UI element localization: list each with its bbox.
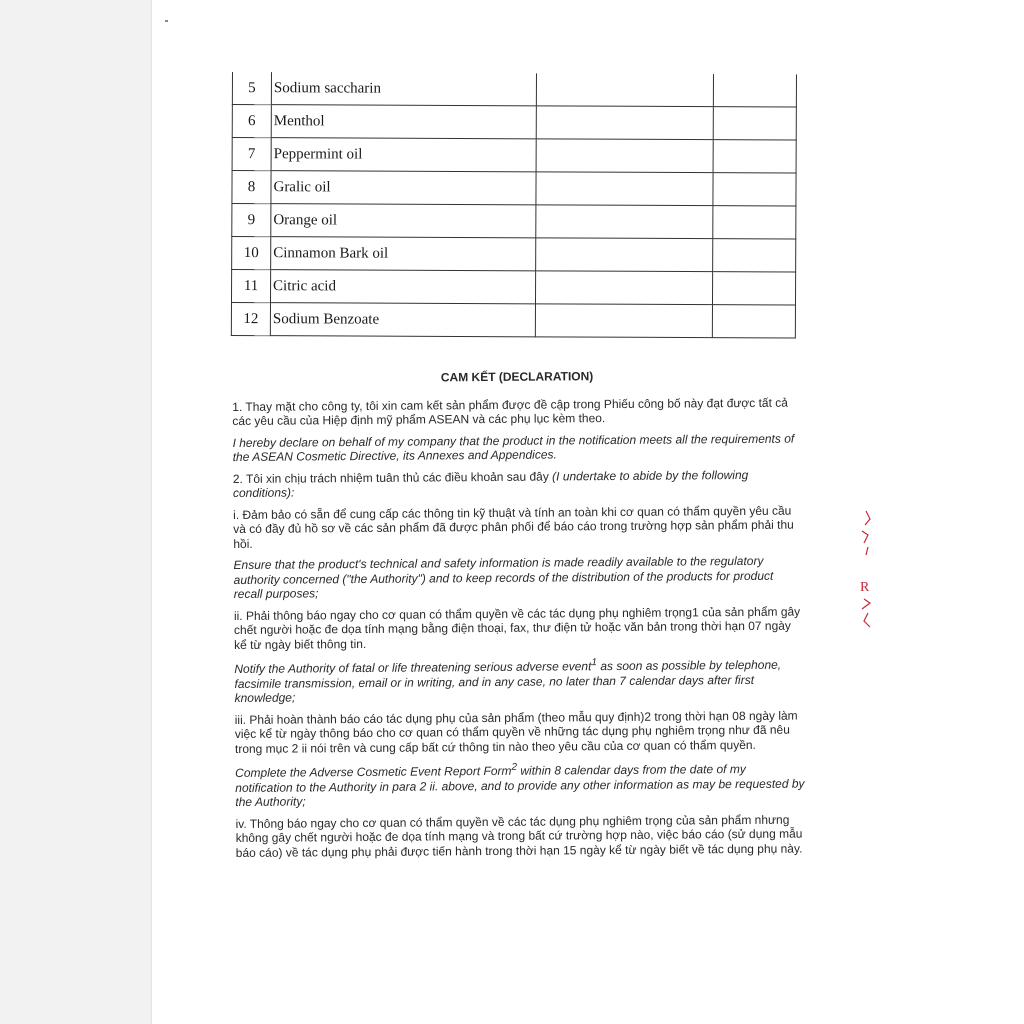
row-number: 11	[231, 270, 270, 303]
table-row	[231, 270, 795, 305]
clause-2-iv-vi: iv. Thông báo ngay cho cơ quan có thẩm quyền về các tác dụng phụ nghiêm trọng của sản phẩm nhưng không gây chết người hoặc đe dọa tính mạng và trong bất cứ trường hợp nào, việc báo cáo (sử dụng mẫu báo cáo) về tác dụng phụ phải được tiến hành trong thời hạn 15 ngày kể từ ngày biết về tác dụng phụ này.	[235, 812, 803, 860]
table-row	[232, 72, 796, 107]
clause-1-vi: 1. Thay mặt cho công ty, tôi xin cam kết sản phẩm được đề cập trong Phiếu công bố này đạt được tất cả các yêu cầu của Hiệp định mỹ phẩm ASEAN và các phụ lục kèm theo.	[232, 395, 788, 428]
table-row	[232, 204, 796, 239]
empty-cell	[535, 271, 712, 305]
ingredient-name: Menthol	[271, 105, 536, 139]
clause-2-ii-en	[234, 655, 804, 706]
row-number: 8	[232, 171, 271, 204]
table-row	[231, 303, 795, 338]
clause-2-i-vi: i. Đảm bảo có sẵn để cung cấp các thông tin kỹ thuật và tính an toàn khi cơ quan có thẩm quyền yêu cầu và có đầy đủ hồ sơ về các sản phẩm đã được phân phối để báo cáo trong trường hợp sản phẩm phải thu hồi.	[233, 503, 794, 551]
clause-2-vi: 2. Tôi xin chịu trách nhiệm tuân thủ các điều khoản sau đây	[232, 468, 553, 486]
empty-cell	[712, 272, 795, 305]
empty-cell	[535, 304, 712, 338]
empty-cell	[536, 73, 713, 106]
clause-2-iii-en	[235, 759, 805, 810]
empty-cell	[536, 172, 713, 206]
ingredient-name: Citric acid	[270, 270, 535, 304]
empty-cell	[536, 106, 713, 140]
red-stamp-marks	[848, 505, 878, 635]
table-row	[232, 237, 796, 272]
footnote-ref-1: 1	[591, 657, 597, 669]
empty-cell	[713, 173, 796, 206]
ingredient-name: Sodium saccharin	[271, 72, 536, 106]
clause-2-ii-en-rest: as soon as possible by telephone, facsimile transmission, email or in writing, and in any case, no later than 7 calendar days after first knowledge;	[234, 657, 782, 705]
clause-2-iii-vi: iii. Phải hoàn thành báo cáo tác dụng phụ của sản phẩm (theo mẫu quy định)2 trong thời hạn 08 ngày làm việc kể từ ngày thông báo cho cơ quan có thẩm quyền về những tác dụng phụ nghiêm trọng như đã nêu trong mục 2 ii nói trên và cung cấp bất cứ thông tin nào theo yêu cầu của cơ quan có thẩm quyền.	[234, 708, 798, 756]
clause-2	[233, 467, 803, 500]
ingredient-name: Peppermint oil	[271, 138, 536, 172]
row-number: 5	[232, 72, 271, 105]
ingredient-name: Orange oil	[271, 204, 536, 238]
row-number: 7	[232, 138, 271, 171]
row-number: 9	[232, 204, 271, 237]
clause-2-ii-en-text: Notify the Authority of fatal or life threatening serious adverse event	[234, 659, 592, 676]
ingredient-name: Gralic oil	[271, 171, 536, 205]
scan-speck	[165, 20, 168, 22]
declaration-section	[232, 368, 806, 867]
table-row	[232, 138, 796, 173]
empty-cell	[536, 205, 713, 239]
empty-cell	[713, 206, 796, 239]
scan-margin	[870, 0, 1024, 1024]
empty-cell	[536, 238, 713, 272]
row-number: 10	[232, 237, 271, 270]
footnote-ref-2: 2	[511, 761, 518, 773]
clause-2-i-en: Ensure that the product's technical and safety information is made readily available to the regulatory authority concerned ("the Authority") and to keep records of the distribution of the products for product recall purposes;	[233, 553, 774, 601]
empty-cell	[712, 305, 795, 338]
empty-cell	[536, 139, 713, 173]
empty-cell	[713, 107, 796, 140]
declaration-title: CAM KẾT (DECLARATION)	[440, 369, 594, 385]
row-number: 12	[231, 303, 270, 336]
clause-2-en: (I undertake to abide by the following conditions):	[232, 467, 749, 500]
clause-1-en: I hereby declare on behalf of my company that the product in the notification meets all the requirements of the ASEAN Cosmetic Directive, its Annexes and Appendices.	[232, 431, 795, 464]
table-row	[232, 171, 796, 206]
svg-text:R: R	[860, 580, 870, 595]
ingredient-name: Sodium Benzoate	[270, 303, 535, 337]
row-number: 6	[232, 105, 271, 138]
ingredients-table	[231, 72, 797, 338]
clause-2-ii-vi: ii. Phải thông báo ngay cho cơ quan có thẩm quyền về các tác dụng phụ nghiêm trọng1 của sản phẩm gây chết người hoặc đe dọa tính mạng bằng điện thoại, fax, thư điện tử hoặc văn bản trong thời hạn 07 ngày kể từ ngày biết thông tin.	[233, 604, 801, 652]
clause-2-iii-en-rest: within 8 calendar days from the date of my notification to the Authority in para 2 ii. above, and to provide any other information as may be requested by the Authority;	[235, 761, 805, 809]
table-row	[232, 105, 796, 140]
empty-cell	[713, 74, 796, 107]
empty-cell	[713, 140, 796, 173]
empty-cell	[713, 239, 796, 272]
clause-2-iii-en-text: Complete the Adverse Cosmetic Event Report Form	[235, 763, 512, 780]
ingredient-name: Cinnamon Bark oil	[271, 237, 536, 271]
